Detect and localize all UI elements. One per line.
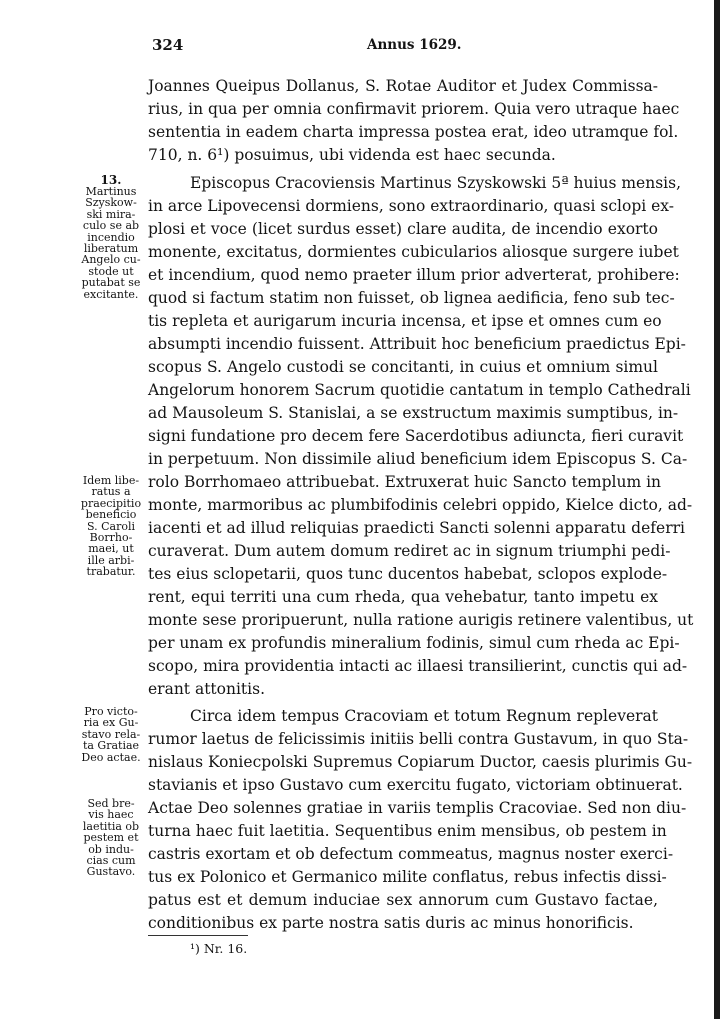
margin-line: trabatur. (86, 565, 136, 579)
body-line: Joannes Queipus Dollanus, S. Rotae Auditor et Judex Commissa- (148, 77, 658, 95)
body-line: rius, in qua per omnia confirmavit priorem. Quia vero utraque haec (148, 100, 680, 118)
margin-line: ria ex Gu- (83, 716, 139, 730)
margin-line: ille arbi- (87, 553, 135, 567)
body-line: nislaus Koniecpolski Supremus Copiarum Ductor, caesis plurimis Gu- (148, 753, 693, 771)
body-line: rent, equi territi una cum rheda, qua vehebatur, tanto impetu ex (148, 588, 658, 606)
body-line: ad Mausoleum S. Stanislai, a se exstructum maximis sumptibus, in- (148, 404, 679, 422)
body-line: stavianis et ipso Gustavo cum exercitu fugato, victoriam obtinuerat. (148, 776, 683, 794)
body-line: curaverat. Dum autem domum rediret ac in signum triumphi pedi- (148, 542, 671, 560)
body-line: monte, marmoribus ac plumbifodinis celebri oppido, Kielce dicto, ad- (148, 496, 693, 514)
body-line: patus est et demum induciae sex annorum cum Gustavo factae, (148, 891, 658, 909)
page-header (0, 36, 720, 56)
body-line: monte sese proripuerunt, nulla ratione aurigis retinere valentibus, ut (148, 611, 694, 629)
margin-line: stavo rela- (81, 727, 141, 741)
body-line: 710, n. 6¹) posuimus, ubi videnda est haec secunda. (148, 146, 556, 164)
margin-line: Sed bre- (87, 797, 135, 810)
margin-line: laetitia ob (82, 819, 140, 833)
body-line: monente, excitatus, dormientes cubicularios aliosque surgere iubet (148, 243, 679, 261)
body-line: sententia in eadem charta impressa postea erat, ideo utramque fol. (148, 123, 679, 141)
margin-line: ski mira- (86, 207, 136, 221)
margin-line: Borrho- (89, 531, 133, 545)
margin-paragraph-number: 13. (100, 173, 122, 187)
body-line: turna haec fuit laetitia. Sequentibus enim mensibus, ob pestem in (148, 822, 667, 840)
body-line: erant attonitis. (148, 680, 265, 698)
body-line: Episcopus Cracoviensis Martinus Szyskowski 5ª huius mensis, (190, 174, 681, 192)
margin-line: Szyskow- (85, 196, 137, 210)
margin-line: beneficio (85, 508, 137, 522)
margin-line: Angelo cu- (81, 253, 141, 267)
page-number: 324 (152, 36, 184, 54)
margin-line: ta Gratiae (82, 739, 140, 753)
body-line: Actae Deo solennes gratiae in variis templis Cracoviae. Sed non diu- (148, 799, 687, 817)
margin-line: excitante. (83, 287, 139, 301)
margin-line: vis haec (88, 808, 134, 822)
body-line: absumpti incendio fuissent. Attribuit hoc beneficium praedictus Epi- (148, 335, 686, 353)
margin-note-laetitia (76, 798, 146, 878)
body-line: scopus S. Angelo custodi se concitanti, in cuius et omnium simul (148, 358, 658, 376)
body-line: in arce Lipovecensi dormiens, sono extraordinario, quasi sclopi ex- (148, 197, 675, 215)
body-line: tes eius sclopetarii, quos tunc ducentos habebat, sclopos explode- (148, 565, 668, 583)
margin-line: Martinus (85, 185, 137, 198)
footnote: ¹) Nr. 16. (190, 941, 248, 956)
margin-note-victoria (76, 706, 146, 763)
body-line: tis repleta et aurigarum incuria incensa, et ipse et omnes cum eo (148, 312, 662, 330)
margin-line: praecipitio (80, 496, 142, 510)
margin-line: Gustavo. (86, 865, 136, 879)
page-edge-border (714, 0, 720, 1019)
margin-line: ob indu- (88, 842, 134, 856)
body-line: conditionibus ex parte nostra satis duris ac minus honorificis. (148, 914, 634, 932)
margin-line: Idem libe- (82, 474, 140, 487)
body-line: scopo, mira providentia intacti ac illaesi transilierint, cunctis qui ad- (148, 657, 688, 675)
body-line: castris exortam et ob defectum commeatus, magnus noster exerci- (148, 845, 674, 863)
margin-line: culo se ab (82, 219, 140, 233)
body-line: plosi et voce (licet surdus esset) clare audita, de incendio exorto (148, 220, 658, 238)
body-line: Angelorum honorem Sacrum quotidie cantatum in templo Cathedrali (148, 381, 691, 399)
margin-line: maei, ut (88, 542, 134, 556)
body-line: rumor laetus de felicissimis initiis belli contra Gustavum, in quo Sta- (148, 730, 689, 748)
body-line: et incendium, quod nemo praeter illum prior adverterat, prohibere: (148, 266, 680, 284)
margin-line: ratus a (91, 485, 131, 499)
body-line: rolo Borrhomaeo attribuebat. Extruxerat huic Sancto templum in (148, 473, 662, 491)
running-title: Annus 1629. (367, 37, 462, 53)
margin-note-borrhomaeo (76, 475, 146, 578)
body-line: iacenti et ad illud reliquias praedicti Sancti solenni apparatu deferri (148, 519, 685, 537)
margin-line: S. Caroli (86, 519, 136, 533)
margin-line: Deo actae. (81, 750, 141, 764)
body-line: tus ex Polonico et Germanico milite conflatus, rebus infectis dissi- (148, 868, 667, 886)
margin-line: liberatum (83, 242, 139, 256)
body-line: in perpetuum. Non dissimile aliud beneficium idem Episcopus S. Ca- (148, 450, 688, 468)
margin-line: pestem et (83, 831, 139, 845)
margin-line: putabat se (81, 276, 141, 290)
body-line: quod si factum statim non fuisset, ob lignea aedificia, feno sub tec- (148, 289, 675, 307)
margin-line: incendio (87, 230, 135, 244)
footnote-divider (148, 935, 248, 936)
body-line: Circa idem tempus Cracoviam et totum Regnum repleverat (190, 707, 658, 725)
margin-note-szyskowski (76, 174, 146, 300)
body-line: signi fundatione pro decem fere Sacerdotibus adiuncta, fieri curavit (148, 427, 684, 445)
margin-line: Pro victo- (84, 705, 138, 718)
body-line: per unam ex profundis mineralium fodinis, simul cum rheda ac Epi- (148, 634, 680, 652)
margin-line: cias cum (86, 854, 136, 868)
margin-line: stode ut (88, 264, 134, 278)
